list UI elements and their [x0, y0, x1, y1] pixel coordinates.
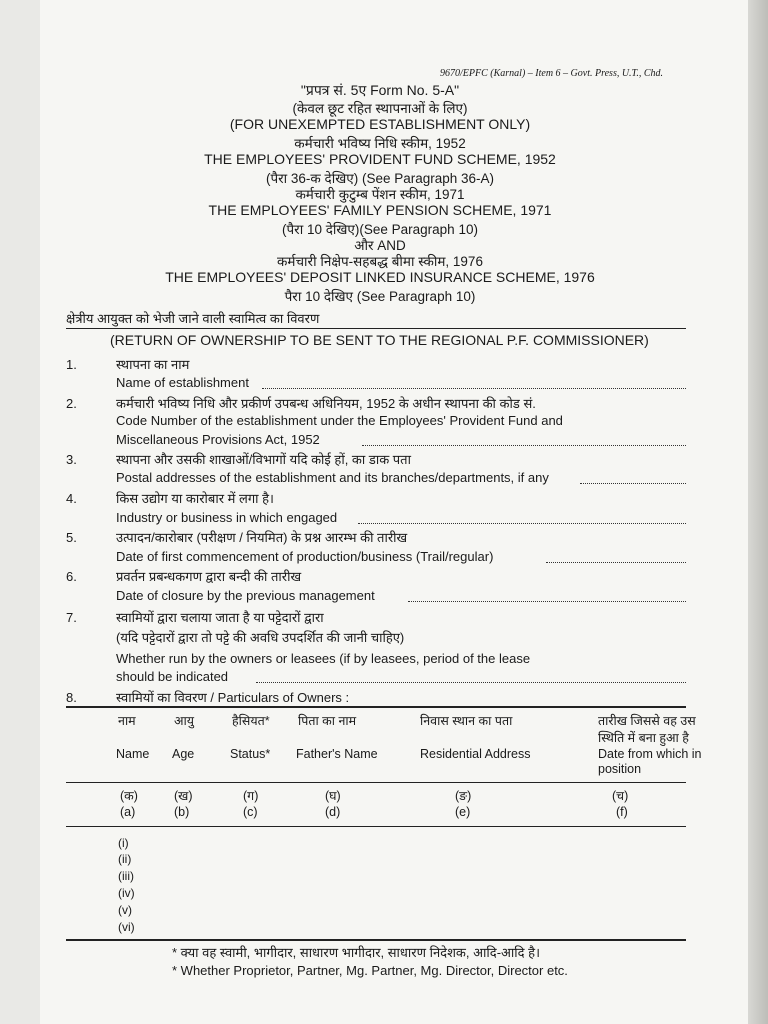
item-label-english: Postal addresses of the establishment and its branches/departments, if any: [116, 470, 549, 485]
col-letter-hindi: (ङ): [455, 789, 472, 803]
item-label-english: Date of closure by the previous management: [116, 588, 375, 603]
industry-field[interactable]: [358, 523, 686, 524]
col-letter-hindi: (क): [120, 789, 138, 803]
col-header-english: Residential Address: [420, 747, 531, 761]
table-row-label: (i): [118, 836, 129, 850]
unexempted-english: (FOR UNEXEMPTED ESTABLISHMENT ONLY): [229, 116, 531, 132]
eps-scheme-english: THE EMPLOYEES' FAMILY PENSION SCHEME, 1971: [208, 202, 552, 218]
commencement-date-field[interactable]: [546, 562, 686, 563]
paragraph-10-b: पैरा 10 देखिए (See Paragraph 10): [284, 289, 476, 304]
col-header-english: Father's Name: [296, 747, 378, 761]
col-letter-hindi: (च): [612, 789, 629, 803]
col-header-hindi: आयु: [174, 714, 195, 728]
unexempted-hindi: (केवल छूट रहित स्थापनाओं के लिए): [292, 101, 468, 116]
item-label-hindi-cont: (यदि पट्टेदारों द्वारा तो पट्टे की अवधि उपदर्शित की जानी चाहिए): [116, 630, 405, 645]
paragraph-10-a: (पैरा 10 देखिए)(See Paragraph 10): [282, 222, 478, 237]
col-letter-english: (d): [325, 805, 341, 819]
paragraph-36a: (पैरा 36-क देखिए) (See Paragraph 36-A): [265, 171, 495, 186]
epf-scheme-hindi: कर्मचारी भविष्य निधि स्कीम, 1952: [294, 136, 466, 151]
col-header-english: Name: [116, 747, 150, 761]
return-title-english: (RETURN OF OWNERSHIP TO BE SENT TO THE REGIONAL P.F. COMMISSIONER): [110, 332, 649, 348]
printer-line: 9670/EPFC (Karnal) – Item 6 – Govt. Press, U.T., Chd.: [440, 68, 664, 79]
item-number: 4.: [66, 491, 77, 506]
table-row-label: (iv): [118, 886, 135, 900]
col-header-english: Date from which in: [598, 747, 702, 761]
divider: [66, 328, 686, 329]
item-label-hindi: स्वामियों द्वारा चलाया जाता है या पट्टेदारों द्वारा: [116, 610, 324, 625]
footnote-hindi: * क्या वह स्वामी, भागीदार, साधारण भागीदार, साधारण निदेशक, आदि-आदि है।: [172, 945, 541, 960]
item-label: स्वामियों का विवरण / Particulars of Owners :: [116, 690, 350, 705]
col-header-english: Status*: [230, 747, 271, 761]
item-label-english: Whether run by the owners or leasees (if by leasees, period of the lease: [116, 651, 531, 666]
col-header-hindi: हैसियत*: [232, 714, 270, 728]
col-letter-english: (a): [120, 805, 136, 819]
edli-scheme-english: THE EMPLOYEES' DEPOSIT LINKED INSURANCE SCHEME, 1976: [165, 269, 595, 285]
table-letters-rule: [66, 826, 686, 827]
epf-scheme-english: THE EMPLOYEES' PROVIDENT FUND SCHEME, 1952: [204, 151, 556, 167]
lease-period-field[interactable]: [256, 682, 686, 683]
col-letter-english: (e): [455, 805, 471, 819]
col-letter-english: (f): [616, 805, 628, 819]
item-number: 7.: [66, 610, 77, 625]
item-label-english: Name of establishment: [116, 375, 249, 390]
and-label: और AND: [354, 238, 406, 253]
item-label-english-cont: Miscellaneous Provisions Act, 1952: [116, 432, 320, 447]
col-header-hindi: तारीख जिससे वह उस: [598, 714, 696, 728]
table-row-label: (v): [118, 903, 132, 917]
item-label-hindi: स्थापना और उसकी शाखाओं/विभागों यदि कोई हों, का डाक पता: [116, 452, 411, 467]
item-number: 5.: [66, 530, 77, 545]
item-label-hindi: किस उद्योग या कारोबार में लगा है।: [116, 491, 274, 506]
eps-scheme-hindi: कर्मचारी कुटुम्ब पेंशन स्कीम, 1971: [295, 187, 465, 202]
form-number: "प्रपत्र सं. 5ए Form No. 5-A": [300, 82, 460, 98]
col-letter-hindi: (ख): [174, 789, 193, 803]
col-header-hindi: पिता का नाम: [298, 714, 357, 728]
code-number-field[interactable]: [362, 445, 686, 446]
col-header-hindi: नाम: [118, 714, 136, 728]
item-number: 6.: [66, 569, 77, 584]
edli-scheme-hindi: कर्मचारी निक्षेप-सहबद्ध बीमा स्कीम, 1976: [277, 254, 483, 269]
col-letter-hindi: (घ): [325, 789, 341, 803]
col-letter-english: (b): [174, 805, 190, 819]
table-row-label: (vi): [118, 920, 135, 934]
item-label-english: Industry or business in which engaged: [116, 510, 338, 525]
col-header-english: Age: [172, 747, 195, 761]
table-header-rule: [66, 782, 686, 783]
postal-address-field[interactable]: [580, 483, 686, 484]
footnote-english: * Whether Proprietor, Partner, Mg. Partner, Mg. Director, Director etc.: [172, 963, 568, 978]
col-header-hindi: निवास स्थान का पता: [420, 714, 513, 728]
name-of-establishment-field[interactable]: [262, 388, 686, 389]
table-row-label: (iii): [118, 869, 134, 883]
item-number: 2.: [66, 396, 77, 411]
item-label-hindi: प्रवर्तन प्रबन्धकगण द्वारा बन्दी की तारीख: [116, 569, 302, 584]
item-label-english: Code Number of the establishment under the Employees' Provident Fund and: [116, 413, 563, 428]
col-header-hindi-cont: स्थिति में बना हुआ है: [598, 731, 689, 745]
item-number: 3.: [66, 452, 77, 467]
table-row-label: (ii): [118, 852, 132, 866]
col-letter-english: (c): [243, 805, 258, 819]
col-header-english-cont: position: [598, 762, 642, 776]
item-number: 8.: [66, 690, 77, 705]
item-label-hindi: उत्पादन/कारोबार (परीक्षण / नियमित) के प्रश्न आरम्भ की तारीख: [116, 530, 408, 545]
item-label-english-cont: should be indicated: [116, 669, 229, 684]
item-label-english: Date of first commencement of production/business (Trail/regular): [116, 549, 494, 564]
item-label-hindi: स्थापना का नाम: [116, 357, 190, 372]
item-number: 1.: [66, 357, 77, 372]
closure-date-field[interactable]: [408, 601, 686, 602]
table-top-rule: [66, 706, 686, 708]
page-edge-shadow: [748, 0, 768, 1024]
item-label-hindi: कर्मचारी भविष्य निधि और प्रकीर्ण उपबन्ध अधिनियम, 1952 के अधीन स्थापना की कोड सं.: [116, 396, 536, 411]
col-letter-hindi: (ग): [243, 789, 259, 803]
table-bottom-rule: [66, 939, 686, 941]
return-title-hindi: क्षेत्रीय आयुक्त को भेजी जाने वाली स्वामित्व का विवरण: [66, 311, 320, 326]
